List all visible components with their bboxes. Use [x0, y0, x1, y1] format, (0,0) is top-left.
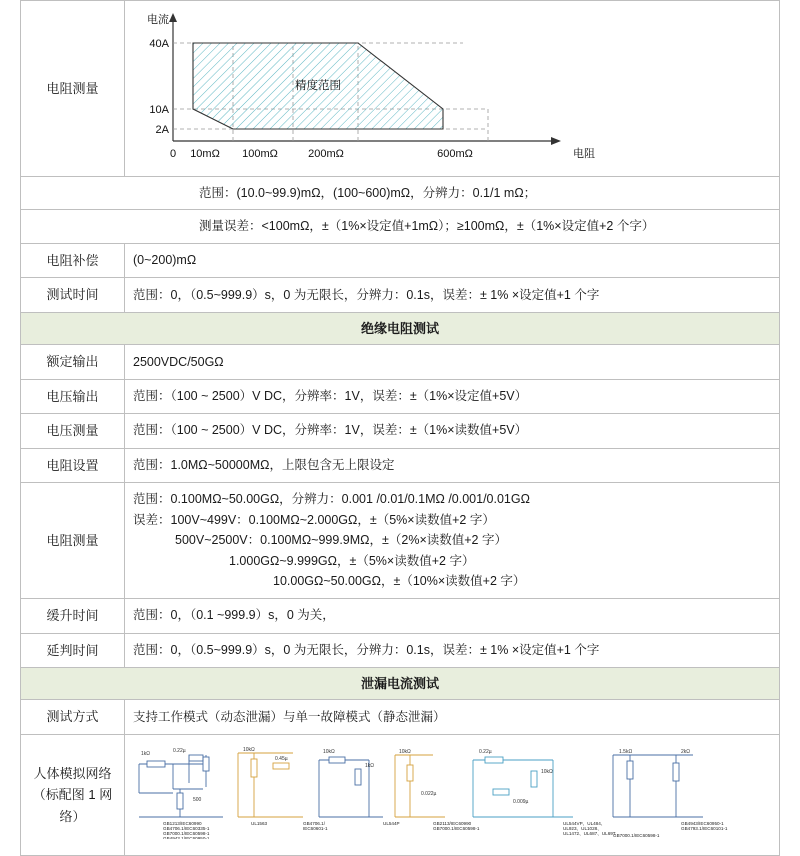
y-tick-2a: 2A — [155, 124, 169, 136]
ins-res-line-4: 1.000GΩ~9.999GΩ，±（5%×读数值+2 字） — [229, 553, 475, 568]
accuracy-region-label: 精度范围 — [295, 80, 341, 92]
standard-caption-7-l2: GB4793.1/IEC60101-1 — [681, 825, 728, 831]
component-label: 2kΩ — [681, 748, 691, 755]
standard-caption-1-l3: GB7000.1/IEC60598-1 — [163, 830, 210, 836]
x-tick-0: 0 — [169, 148, 177, 160]
body-network-label-line3: 络） — [59, 808, 86, 824]
table-row — [21, 1, 780, 177]
table-row — [21, 448, 780, 482]
test-time-value: 范围：0，（0.5~999.9）s，0 为无限长，分辨力：0.1s，误差：± 1% ×设定值+1 个字 — [125, 278, 780, 312]
ins-res-line-5: 10.00GΩ~50.00GΩ，±（10%×读数值+2 字） — [273, 574, 526, 589]
component-label: 1kΩ — [141, 750, 151, 757]
component-label: 10kΩ — [399, 748, 411, 755]
y-tick-10a: 10A — [149, 104, 169, 116]
standard-caption-5-l2: GB7000.1/IEC60598-1 — [433, 825, 480, 831]
table-row — [21, 734, 780, 856]
table-row — [21, 345, 780, 379]
voltage-measure-value: 范围：（100 ~ 2500）V DC，分辨率：1V，误差：±（1%×读数值+5V） — [125, 414, 780, 448]
chart-svg — [133, 11, 693, 161]
resistance-range-note: 范围：(10.0~99.9)mΩ，(100~600)mΩ，分辨力：0.1/1 mΩ； — [21, 176, 780, 210]
standard-caption-8: GB7000.1/IEC60598-1 — [613, 832, 660, 838]
row-label-body-network — [21, 734, 125, 856]
table-row — [21, 599, 780, 633]
row-label-resistance-compensation: 电阻补偿 — [21, 243, 125, 277]
component-label: 0.009µ — [513, 798, 529, 805]
standard-caption-1-l1: GB1213/IEC60990 — [163, 820, 202, 826]
body-network-label-line2: （标配图 1 网 — [32, 787, 113, 803]
test-mode-value: 支持工作模式（动态泄漏）与单一故障模式（静态泄漏） — [125, 700, 780, 734]
row-label-resistance-measure: 电阻测量 — [21, 1, 125, 177]
x-tick-100m: 100mΩ — [242, 148, 278, 160]
section-header-insulation — [21, 312, 780, 344]
standard-caption-1-l4: GB4943.1/IEC60950-1 — [163, 835, 210, 839]
ins-res-line-2: 误差：100V~499V：0.100MΩ~2.000GΩ，±（5%×读数值+2 字） — [133, 512, 495, 527]
component-label: 10kΩ — [243, 746, 255, 753]
component-label: 10kΩ — [541, 768, 553, 775]
standard-caption-2: UL1563 — [251, 820, 268, 826]
x-tick-10m: 10mΩ — [190, 148, 220, 160]
standard-caption-1-l2: GB4706.1/IEC60335-1 — [163, 825, 210, 831]
table-row — [21, 379, 780, 413]
resistance-compensation-value: (0~200)mΩ — [125, 243, 780, 277]
network-svg — [133, 743, 773, 839]
row-label-resistance-setting: 电阻设置 — [21, 448, 125, 482]
row-label-rated-output: 额定输出 — [21, 345, 125, 379]
voltage-output-value: 范围：（100 ~ 2500）V DC，分辨率：1V，误差：±（1%×设定值+5V） — [125, 379, 780, 413]
component-label: 0.022µ — [421, 790, 437, 797]
insulation-resistance-measure-value — [125, 482, 780, 598]
x-tick-200m: 200mΩ — [308, 148, 344, 160]
body-network-diagram — [133, 741, 771, 850]
table-row — [21, 414, 780, 448]
row-label-delay-time: 延判时间 — [21, 633, 125, 667]
body-network-diagram-cell — [125, 734, 780, 856]
row-label-insulation-resistance-measure: 电阻测量 — [21, 482, 125, 598]
body-network-label-line1: 人体模拟网络 — [33, 765, 112, 781]
component-label: 0.45µ — [275, 755, 288, 762]
rated-output-value: 2500VDC/50GΩ — [125, 345, 780, 379]
table-row — [21, 176, 780, 210]
x-axis-title: 电阻 — [573, 148, 595, 160]
component-label: 10kΩ — [323, 748, 335, 755]
table-row — [21, 700, 780, 734]
ins-res-line-3: 500V~2500V：0.100MΩ~999.9MΩ，±（2%×读数值+2 字） — [175, 533, 507, 548]
row-label-voltage-measure: 电压测量 — [21, 414, 125, 448]
standard-caption-3-l2: IEC60601-1 — [303, 825, 328, 831]
section-title-insulation: 绝缘电阻测试 — [21, 312, 780, 344]
delay-time-value: 范围：0，（0.5~999.9）s，0 为无限长，分辨力：0.1s，误差：± 1% ×设定值+1 个字 — [125, 633, 780, 667]
y-tick-40a: 40A — [149, 38, 169, 50]
component-label: 0.22µ — [173, 747, 186, 754]
row-label-test-time: 测试时间 — [21, 278, 125, 312]
row-label-ramp-time: 缓升时间 — [21, 599, 125, 633]
component-label: 1kΩ — [365, 762, 375, 769]
component-label: 1.5kΩ — [619, 748, 633, 755]
row-label-test-mode: 测试方式 — [21, 700, 125, 734]
ins-res-line-1: 范围：0.100MΩ~50.00GΩ，分辨力：0.001 /0.01/0.1MΩ /0.001/0.01GΩ — [133, 491, 530, 506]
standard-caption-5-l1: GB2113/IEC60990 — [433, 820, 472, 826]
ramp-time-value: 范围：0，（0.1 ~999.9）s，0 为关， — [125, 599, 780, 633]
section-header-leakage — [21, 667, 780, 699]
resistance-error-note: 测量误差：<100mΩ，±（1%×设定值+1mΩ）；≥100mΩ，±（1%×设定值+2 个字） — [21, 210, 780, 244]
standard-caption-4: UL544P — [383, 820, 400, 826]
table-row — [21, 278, 780, 312]
table-row — [21, 482, 780, 598]
standard-caption-6-l3: UL1472、UL687、UL69T — [563, 830, 616, 836]
y-axis-title: 电流 — [147, 14, 169, 26]
standard-caption-3-l1: GB4706.1/ — [303, 820, 325, 826]
table-row — [21, 243, 780, 277]
table-row — [21, 633, 780, 667]
standard-caption-6-l1: UL544VP、UL484、 — [563, 820, 606, 826]
component-label: 500 — [193, 796, 202, 803]
standard-caption-7-l1: GB4943/IEC60950-1 — [681, 820, 724, 826]
specification-table — [20, 0, 780, 856]
accuracy-range-chart — [133, 7, 771, 170]
standard-caption-6-l2: UL923、UL1028、 — [563, 825, 602, 831]
table-row — [21, 210, 780, 244]
row-label-voltage-output: 电压输出 — [21, 379, 125, 413]
resistance-setting-value: 范围：1.0MΩ~50000MΩ，上限包含无上限设定 — [125, 448, 780, 482]
component-label: 0.22µ — [479, 748, 492, 755]
section-title-leakage: 泄漏电流测试 — [21, 667, 780, 699]
accuracy-range-chart-cell — [125, 1, 780, 177]
x-tick-600m: 600mΩ — [437, 148, 473, 160]
